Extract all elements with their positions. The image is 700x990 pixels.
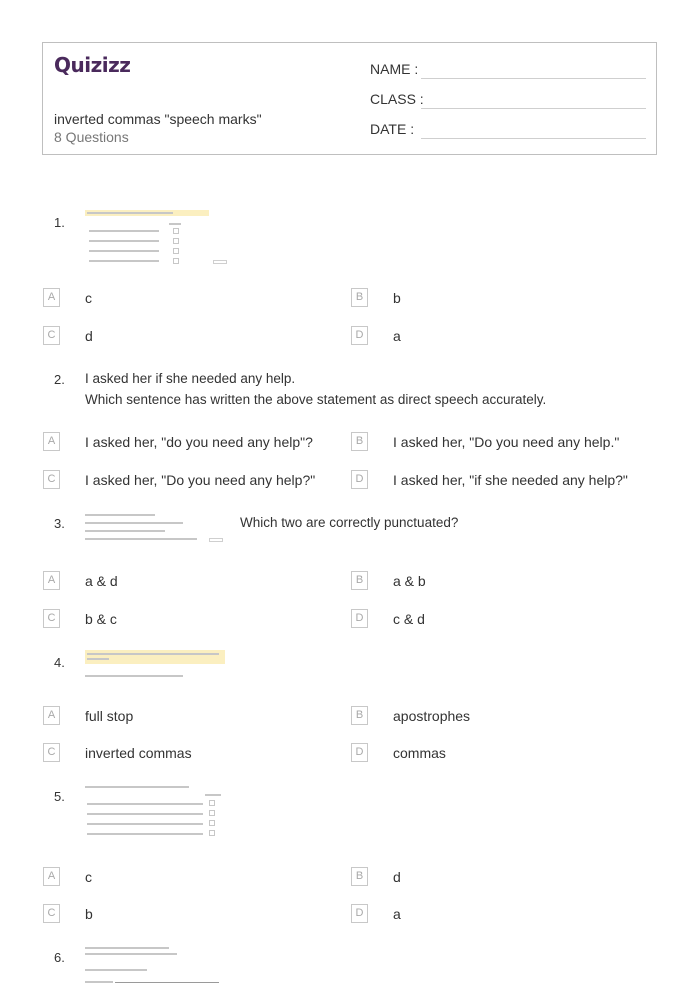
question-number: 2. bbox=[54, 372, 65, 387]
question-text: I asked her if she needed any help. bbox=[85, 371, 296, 386]
question-image bbox=[85, 945, 227, 987]
question-image bbox=[85, 650, 227, 682]
option-text: d bbox=[393, 869, 401, 885]
question-image bbox=[85, 512, 225, 544]
question-count: 8 Questions bbox=[54, 129, 129, 145]
name-label: NAME : bbox=[370, 61, 419, 77]
option-letter[interactable]: B bbox=[351, 571, 368, 590]
date-line[interactable] bbox=[421, 138, 646, 139]
option-letter[interactable]: A bbox=[43, 432, 60, 451]
class-line[interactable] bbox=[421, 108, 646, 109]
worksheet-title: inverted commas "speech marks" bbox=[54, 111, 262, 127]
question-text: Which sentence has written the above statement as direct speech accurately. bbox=[85, 392, 547, 407]
option-text: b & c bbox=[85, 611, 117, 627]
option-text: b bbox=[85, 906, 93, 922]
option-text: a & b bbox=[393, 573, 426, 589]
option-text: c bbox=[85, 290, 92, 306]
option-letter[interactable]: B bbox=[351, 288, 368, 307]
question-number: 4. bbox=[54, 655, 65, 670]
option-text: I asked her, "Do you need any help." bbox=[393, 434, 620, 450]
option-text: apostrophes bbox=[393, 708, 471, 724]
option-letter[interactable]: A bbox=[43, 288, 60, 307]
option-text: a bbox=[393, 328, 401, 344]
option-letter[interactable]: C bbox=[43, 326, 60, 345]
name-line[interactable] bbox=[421, 78, 646, 79]
option-letter[interactable]: A bbox=[43, 571, 60, 590]
question-number: 1. bbox=[54, 215, 65, 230]
date-label: DATE : bbox=[370, 121, 415, 137]
question-image bbox=[85, 210, 227, 266]
option-text: c & d bbox=[393, 611, 425, 627]
option-letter[interactable]: C bbox=[43, 904, 60, 923]
question-image bbox=[85, 784, 227, 840]
class-label: CLASS : bbox=[370, 91, 424, 107]
option-text: commas bbox=[393, 745, 446, 761]
option-text: a & d bbox=[85, 573, 118, 589]
option-text: a bbox=[393, 906, 401, 922]
option-letter[interactable]: D bbox=[351, 609, 368, 628]
option-letter[interactable]: B bbox=[351, 432, 368, 451]
option-letter[interactable]: C bbox=[43, 470, 60, 489]
option-text: c bbox=[85, 869, 92, 885]
option-letter[interactable]: C bbox=[43, 609, 60, 628]
option-letter[interactable]: A bbox=[43, 706, 60, 725]
option-letter[interactable]: D bbox=[351, 470, 368, 489]
option-text: b bbox=[393, 290, 401, 306]
option-letter[interactable]: D bbox=[351, 904, 368, 923]
option-text: I asked her, "do you need any help"? bbox=[85, 434, 313, 450]
option-text: inverted commas bbox=[85, 745, 192, 761]
option-letter[interactable]: B bbox=[351, 706, 368, 725]
option-letter[interactable]: D bbox=[351, 326, 368, 345]
question-number: 3. bbox=[54, 516, 65, 531]
option-text: full stop bbox=[85, 708, 134, 724]
worksheet-header bbox=[42, 42, 657, 155]
option-letter[interactable]: C bbox=[43, 743, 60, 762]
quizizz-logo: Quizizz bbox=[54, 53, 131, 77]
question-number: 6. bbox=[54, 950, 65, 965]
option-text: I asked her, "if she needed any help?" bbox=[393, 472, 628, 488]
option-letter[interactable]: B bbox=[351, 867, 368, 886]
question-number: 5. bbox=[54, 789, 65, 804]
option-letter[interactable]: D bbox=[351, 743, 368, 762]
option-text: I asked her, "Do you need any help?" bbox=[85, 472, 316, 488]
question-text: Which two are correctly punctuated? bbox=[240, 515, 459, 530]
option-letter[interactable]: A bbox=[43, 867, 60, 886]
option-text: d bbox=[85, 328, 93, 344]
